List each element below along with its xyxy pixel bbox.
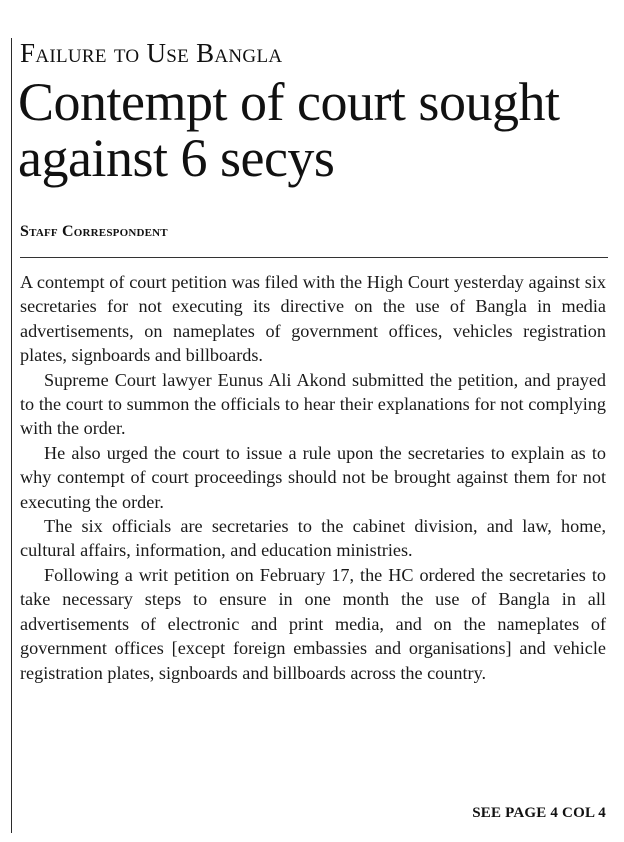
article-headline: Contempt of court sought against 6 secys (18, 72, 560, 188)
byline-divider (20, 257, 608, 258)
body-paragraph-2: Supreme Court lawyer Eunus Ali Akond submitted the petition, and prayed to the court to summon the officials to hear their explanations for not complying with the order. (20, 369, 606, 439)
article-body (20, 270, 606, 685)
body-paragraph-1: A contempt of court petition was filed with the High Court yesterday against six secretaries for not executing its directive on the use of Bangla in media advertisements, on nameplates of government offices, vehicles registration plates, signboards and billboards. (20, 272, 606, 366)
body-paragraph-5: Following a writ petition on February 17, the HC ordered the secretaries to take necessary steps to ensure in one month the use of Bangla in all advertisements of electronic and print media, and on the nameplates of government offices [except foreign embassies and organisations] and vehicle registration plates, signboards and billboards across the country. (20, 564, 606, 683)
body-paragraph-4: The six officials are secretaries to the cabinet division, and law, home, cultural affairs, information, and education ministries. (20, 516, 606, 561)
left-column-rule (11, 38, 12, 833)
body-paragraph-3: He also urged the court to issue a rule upon the secretaries to explain as to why contempt of court proceedings should not be brought against them for not executing the order. (20, 442, 606, 512)
article-byline: Staff Correspondent (20, 223, 168, 240)
article-kicker: Failure to Use Bangla (20, 38, 283, 68)
jump-line: SEE PAGE 4 COL 4 (472, 805, 606, 821)
